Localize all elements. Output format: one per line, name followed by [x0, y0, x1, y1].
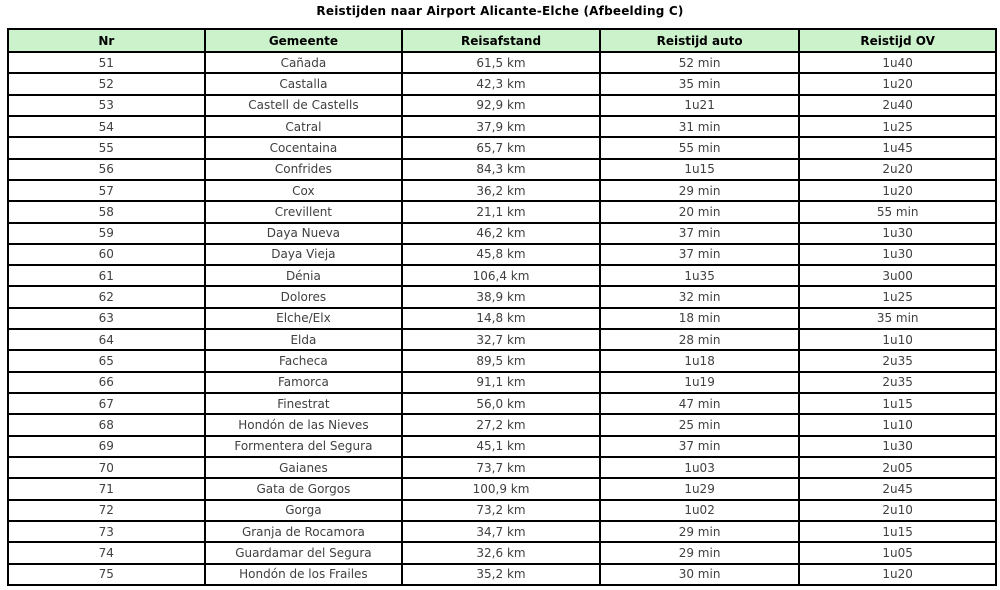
- table-cell-nr: 73: [8, 521, 205, 542]
- table-cell-reisafstand: 56,0 km: [402, 393, 600, 414]
- header-row: [8, 29, 996, 52]
- table-cell-gemeente: Elche/Elx: [205, 308, 403, 329]
- table-cell-nr: 51: [8, 52, 205, 73]
- table-cell-reistijd-auto: 32 min: [600, 286, 800, 307]
- table-cell-gemeente: Guardamar del Segura: [205, 542, 403, 563]
- table-cell-reistijd-auto: 35 min: [600, 73, 800, 94]
- table-cell-nr: 52: [8, 73, 205, 94]
- table-body: [8, 52, 996, 585]
- table-cell-reistijd-auto: 1u03: [600, 457, 800, 478]
- table-cell-gemeente: Castalla: [205, 73, 403, 94]
- table-cell-reistijd-ov: 1u20: [799, 73, 996, 94]
- table-cell-reisafstand: 37,9 km: [402, 116, 600, 137]
- table-cell-reistijd-auto: 1u35: [600, 265, 800, 286]
- table-cell-reistijd-auto: 37 min: [600, 436, 800, 457]
- table-cell-nr: 67: [8, 393, 205, 414]
- figure-title: Reistijden naar Airport Alicante-Elche (Afbeelding C): [316, 4, 684, 18]
- table-cell-gemeente: Cocentaina: [205, 137, 403, 158]
- table-cell-reistijd-ov: 1u40: [799, 52, 996, 73]
- table-cell-nr: 74: [8, 542, 205, 563]
- table-cell-reisafstand: 36,2 km: [402, 180, 600, 201]
- table-cell-reisafstand: 89,5 km: [402, 350, 600, 371]
- table-row: [8, 116, 996, 137]
- table-cell-reistijd-auto: 1u19: [600, 372, 800, 393]
- table-cell-reistijd-auto: 29 min: [600, 521, 800, 542]
- table-cell-reistijd-auto: 28 min: [600, 329, 800, 350]
- table-cell-gemeente: Famorca: [205, 372, 403, 393]
- table-cell-nr: 69: [8, 436, 205, 457]
- table-cell-reistijd-ov: 2u35: [799, 350, 996, 371]
- table-cell-reistijd-auto: 20 min: [600, 201, 800, 222]
- table-cell-reistijd-auto: 55 min: [600, 137, 800, 158]
- table-cell-gemeente: Catral: [205, 116, 403, 137]
- table-cell-nr: 58: [8, 201, 205, 222]
- table-cell-nr: 68: [8, 414, 205, 435]
- table-cell-nr: 66: [8, 372, 205, 393]
- table-row: [8, 521, 996, 542]
- table-cell-reistijd-auto: 52 min: [600, 52, 800, 73]
- table-cell-reisafstand: 84,3 km: [402, 159, 600, 180]
- table-row: [8, 393, 996, 414]
- table-cell-gemeente: Daya Vieja: [205, 244, 403, 265]
- table-cell-gemeente: Finestrat: [205, 393, 403, 414]
- table-cell-reistijd-ov: 1u05: [799, 542, 996, 563]
- table-cell-nr: 54: [8, 116, 205, 137]
- table-cell-nr: 64: [8, 329, 205, 350]
- table-row: [8, 180, 996, 201]
- table-cell-reistijd-ov: 2u05: [799, 457, 996, 478]
- column-header-reistijd-auto: Reistijd auto: [600, 29, 800, 52]
- table-cell-gemeente: Confrides: [205, 159, 403, 180]
- table-cell-reistijd-ov: 1u10: [799, 414, 996, 435]
- column-header-nr: Nr: [8, 29, 205, 52]
- table-cell-reistijd-auto: 29 min: [600, 180, 800, 201]
- table-cell-reistijd-auto: 31 min: [600, 116, 800, 137]
- table-cell-reistijd-ov: 35 min: [799, 308, 996, 329]
- table-cell-reistijd-auto: 37 min: [600, 244, 800, 265]
- table-row: [8, 73, 996, 94]
- table-cell-reistijd-ov: 1u45: [799, 137, 996, 158]
- table-cell-gemeente: Gaianes: [205, 457, 403, 478]
- table-cell-reistijd-ov: 1u25: [799, 286, 996, 307]
- table-cell-gemeente: Crevillent: [205, 201, 403, 222]
- table-cell-reisafstand: 32,7 km: [402, 329, 600, 350]
- table-cell-gemeente: Elda: [205, 329, 403, 350]
- table-cell-gemeente: Dolores: [205, 286, 403, 307]
- travel-times-table: [7, 28, 997, 586]
- table-cell-reistijd-auto: 37 min: [600, 223, 800, 244]
- table-cell-reistijd-auto: 25 min: [600, 414, 800, 435]
- table-cell-reistijd-ov: 1u30: [799, 223, 996, 244]
- table-row: [8, 478, 996, 499]
- table-row: [8, 244, 996, 265]
- table-cell-reistijd-auto: 1u02: [600, 500, 800, 521]
- table-cell-nr: 61: [8, 265, 205, 286]
- table-row: [8, 457, 996, 478]
- table-cell-reisafstand: 14,8 km: [402, 308, 600, 329]
- table-row: [8, 286, 996, 307]
- table-cell-reistijd-auto: 1u21: [600, 95, 800, 116]
- table-cell-reisafstand: 73,7 km: [402, 457, 600, 478]
- table-row: [8, 52, 996, 73]
- table-cell-reisafstand: 38,9 km: [402, 286, 600, 307]
- table-row: [8, 436, 996, 457]
- table-cell-gemeente: Castell de Castells: [205, 95, 403, 116]
- table-cell-gemeente: Daya Nueva: [205, 223, 403, 244]
- table-cell-reistijd-ov: 1u20: [799, 180, 996, 201]
- table-cell-reistijd-auto: 30 min: [600, 564, 800, 586]
- table-row: [8, 265, 996, 286]
- table-cell-nr: 72: [8, 500, 205, 521]
- table-cell-reisafstand: 32,6 km: [402, 542, 600, 563]
- table-cell-nr: 70: [8, 457, 205, 478]
- column-header-gemeente: Gemeente: [205, 29, 403, 52]
- table-cell-reistijd-auto: 1u29: [600, 478, 800, 499]
- table-row: [8, 564, 996, 586]
- table-row: [8, 223, 996, 244]
- table-cell-reistijd-ov: 1u15: [799, 521, 996, 542]
- table-cell-nr: 62: [8, 286, 205, 307]
- table-cell-nr: 60: [8, 244, 205, 265]
- table-row: [8, 159, 996, 180]
- table-row: [8, 500, 996, 521]
- table-cell-gemeente: Facheca: [205, 350, 403, 371]
- table-cell-gemeente: Gorga: [205, 500, 403, 521]
- table-cell-reisafstand: 21,1 km: [402, 201, 600, 222]
- table-cell-nr: 56: [8, 159, 205, 180]
- table-header: [8, 29, 996, 52]
- table-cell-reisafstand: 100,9 km: [402, 478, 600, 499]
- table-cell-reistijd-auto: 1u15: [600, 159, 800, 180]
- table-cell-reisafstand: 106,4 km: [402, 265, 600, 286]
- table-cell-nr: 59: [8, 223, 205, 244]
- table-cell-reistijd-ov: 2u40: [799, 95, 996, 116]
- table-cell-reisafstand: 45,1 km: [402, 436, 600, 457]
- table-cell-reistijd-ov: 1u30: [799, 436, 996, 457]
- table-row: [8, 308, 996, 329]
- table-cell-nr: 71: [8, 478, 205, 499]
- table-cell-gemeente: Formentera del Segura: [205, 436, 403, 457]
- table-cell-nr: 53: [8, 95, 205, 116]
- table-cell-nr: 75: [8, 564, 205, 586]
- table-cell-reistijd-auto: 18 min: [600, 308, 800, 329]
- table-cell-gemeente: Hondón de las Nieves: [205, 414, 403, 435]
- table-cell-gemeente: Granja de Rocamora: [205, 521, 403, 542]
- table-cell-reisafstand: 61,5 km: [402, 52, 600, 73]
- table-cell-reistijd-ov: 2u20: [799, 159, 996, 180]
- table-cell-reistijd-ov: 2u10: [799, 500, 996, 521]
- table-cell-gemeente: Cox: [205, 180, 403, 201]
- table-cell-reistijd-ov: 1u15: [799, 393, 996, 414]
- table-cell-reistijd-auto: 1u18: [600, 350, 800, 371]
- table-cell-reistijd-auto: 29 min: [600, 542, 800, 563]
- table-row: [8, 201, 996, 222]
- table-cell-reistijd-ov: 3u00: [799, 265, 996, 286]
- table-cell-reisafstand: 35,2 km: [402, 564, 600, 586]
- table-row: [8, 372, 996, 393]
- table-cell-reisafstand: 73,2 km: [402, 500, 600, 521]
- table-cell-reistijd-ov: 2u45: [799, 478, 996, 499]
- table-cell-reistijd-ov: 1u10: [799, 329, 996, 350]
- table-cell-reistijd-ov: 1u20: [799, 564, 996, 586]
- table-cell-nr: 55: [8, 137, 205, 158]
- table-row: [8, 95, 996, 116]
- table-row: [8, 542, 996, 563]
- table-cell-reistijd-auto: 47 min: [600, 393, 800, 414]
- column-header-reisafstand: Reisafstand: [402, 29, 600, 52]
- table-cell-gemeente: Gata de Gorgos: [205, 478, 403, 499]
- table-cell-reistijd-ov: 55 min: [799, 201, 996, 222]
- column-header-reistijd-ov: Reistijd OV: [799, 29, 996, 52]
- table-cell-reisafstand: 65,7 km: [402, 137, 600, 158]
- table-cell-gemeente: Dénia: [205, 265, 403, 286]
- table-cell-gemeente: Cañada: [205, 52, 403, 73]
- table-cell-reisafstand: 91,1 km: [402, 372, 600, 393]
- table-cell-reistijd-ov: 2u35: [799, 372, 996, 393]
- table-cell-reisafstand: 27,2 km: [402, 414, 600, 435]
- table-cell-reistijd-ov: 1u30: [799, 244, 996, 265]
- table-cell-reisafstand: 92,9 km: [402, 95, 600, 116]
- table-row: [8, 329, 996, 350]
- table-cell-reisafstand: 42,3 km: [402, 73, 600, 94]
- table-cell-gemeente: Hondón de los Frailes: [205, 564, 403, 586]
- table-row: [8, 137, 996, 158]
- table-row: [8, 350, 996, 371]
- table-cell-nr: 57: [8, 180, 205, 201]
- table-cell-nr: 65: [8, 350, 205, 371]
- table-cell-nr: 63: [8, 308, 205, 329]
- table-cell-reistijd-ov: 1u25: [799, 116, 996, 137]
- table-cell-reisafstand: 46,2 km: [402, 223, 600, 244]
- table-cell-reisafstand: 34,7 km: [402, 521, 600, 542]
- table-cell-reisafstand: 45,8 km: [402, 244, 600, 265]
- table-row: [8, 414, 996, 435]
